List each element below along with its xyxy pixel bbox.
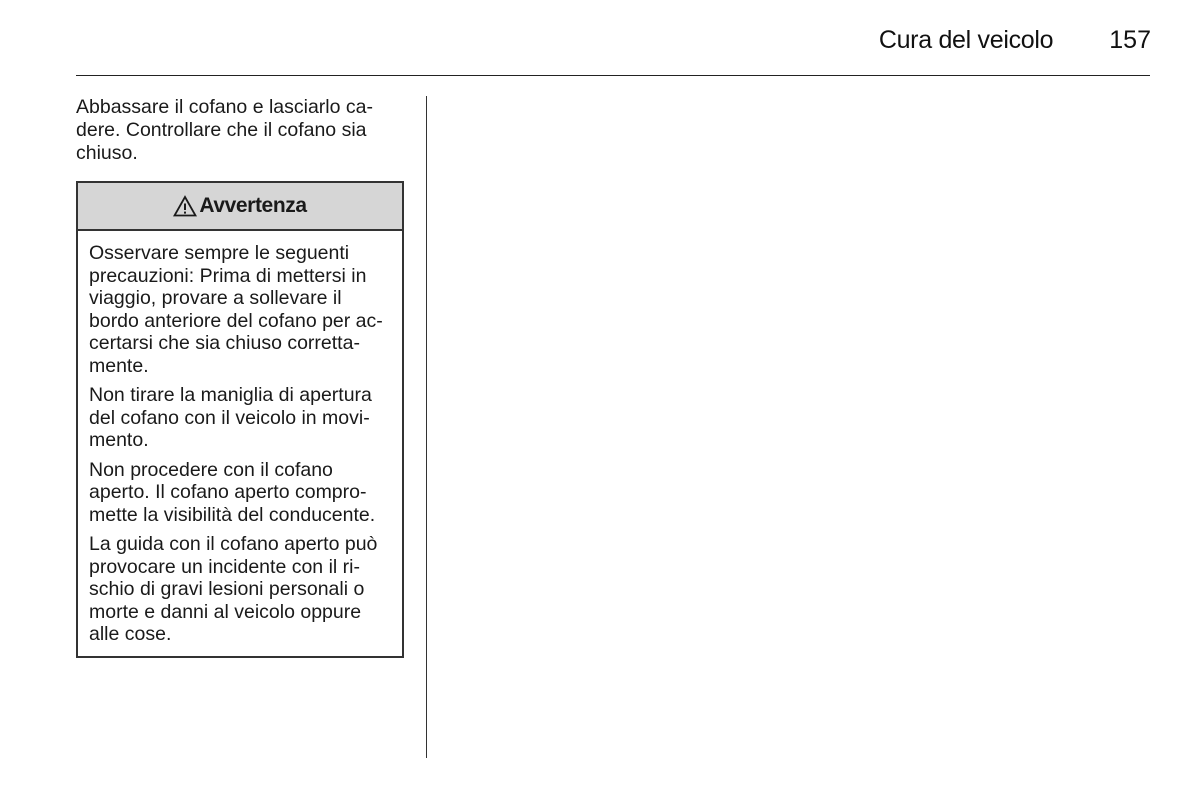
warning-title: Avvertenza xyxy=(199,194,307,217)
left-column xyxy=(76,96,404,658)
warning-box xyxy=(76,181,404,658)
warning-paragraph: Non procedere con il cofano aperto. Il cofano aperto compro- mette la visibilità del conducente. xyxy=(89,458,376,526)
warning-body xyxy=(78,231,402,656)
page-header xyxy=(879,22,1151,58)
header-rule xyxy=(76,75,1150,76)
section-title: Cura del veicolo xyxy=(878,25,1054,54)
page-number: 157 xyxy=(1109,25,1151,54)
column-divider xyxy=(426,96,427,758)
intro-paragraph: Abbassare il cofano e lasciarlo ca- dere. Controllare che il cofano sia chiuso. xyxy=(76,96,373,164)
warning-triangle-icon xyxy=(173,195,197,217)
warning-paragraph: Osservare sempre le seguenti precauzioni: Prima di mettersi in viaggio, provare a sollevare il bordo anteriore del cofano per ac- certarsi che sia chiuso corretta- mente. xyxy=(89,242,383,377)
warning-header xyxy=(78,183,402,231)
warning-paragraph: La guida con il cofano aperto può provocare un incidente con il ri- schio di gravi lesioni personali o morte e danni al veicolo oppure alle cose. xyxy=(89,533,378,645)
warning-paragraph: Non tirare la maniglia di apertura del cofano con il veicolo in movi- mento. xyxy=(89,384,372,451)
